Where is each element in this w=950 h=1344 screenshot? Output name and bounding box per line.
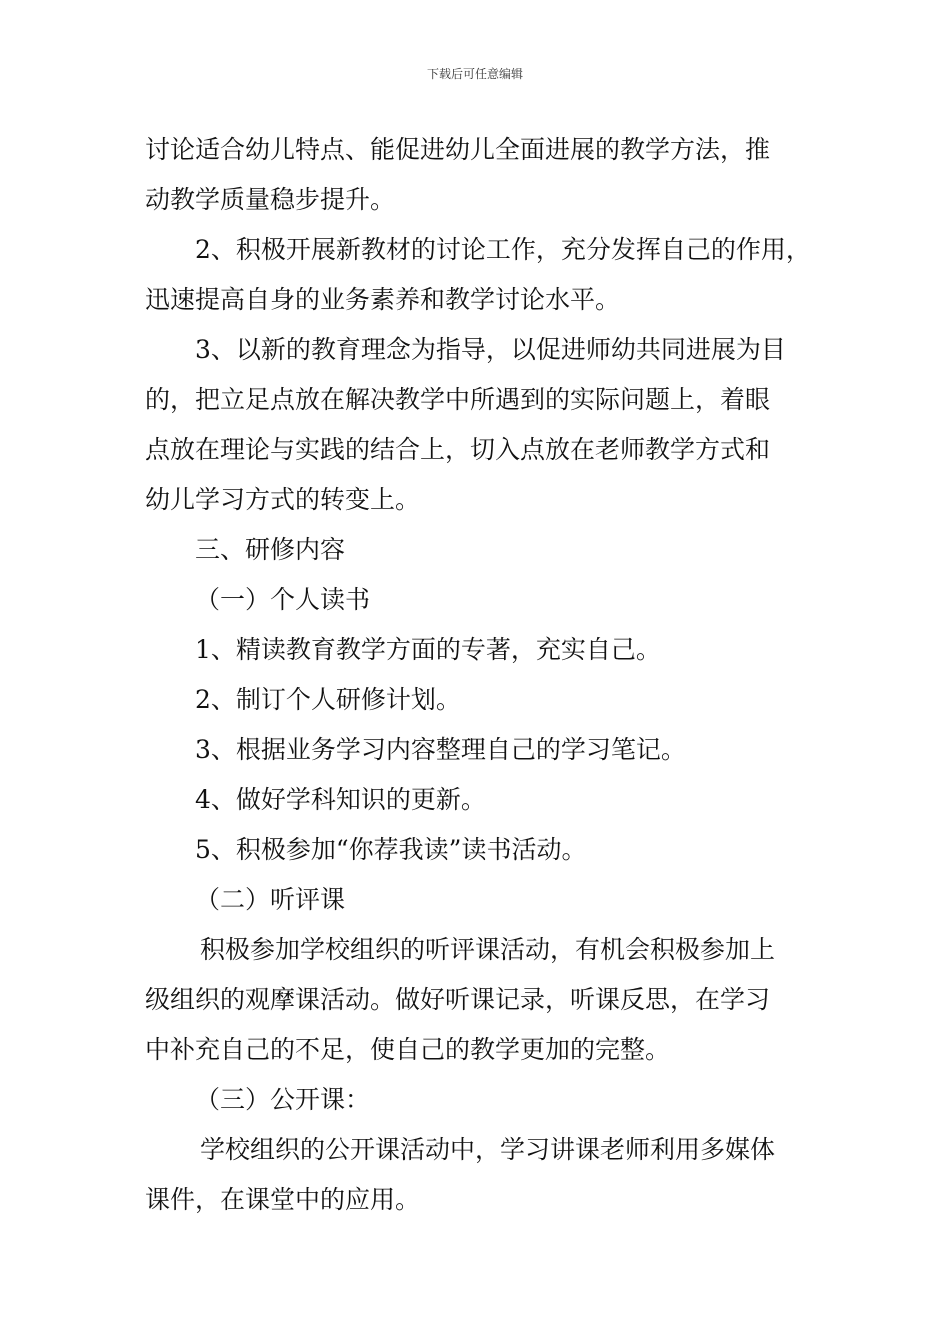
list-item: 1、精读教育教学方面的专著，充实自己。 <box>195 635 661 664</box>
body-line: 幼儿学习方式的转变上。 <box>145 485 421 514</box>
list-item: 4、做好学科知识的更新。 <box>195 785 486 814</box>
body-line: 级组织的观摩课活动。做好听课记录，听课反思，在学习 <box>145 985 771 1014</box>
page-header: 下载后可任意编辑 <box>426 67 523 81</box>
body-line: 2、积极开展新教材的讨论工作，充分发挥自己的作用， <box>195 235 811 264</box>
list-item: 5、积极参加“你荐我读”读书活动。 <box>195 835 587 864</box>
body-line: 的，把立足点放在解决教学中所遇到的实际问题上，着眼 <box>145 385 771 414</box>
body-line: 课件，在课堂中的应用。 <box>145 1185 421 1214</box>
body-line: 讨论适合幼儿特点、能促进幼儿全面进展的教学方法，推 <box>145 135 771 164</box>
body-line: 迅速提高自身的业务素养和教学讨论水平。 <box>145 285 621 314</box>
section-heading: 三、研修内容 <box>195 535 346 564</box>
subsection-heading: （一）个人读书 <box>195 585 371 614</box>
body-line: 中补充自己的不足，使自己的教学更加的完整。 <box>145 1035 671 1064</box>
body-line: 点放在理论与实践的结合上，切入点放在老师教学方式和 <box>145 435 771 464</box>
body-line: 积极参加学校组织的听评课活动，有机会积极参加上 <box>200 935 776 964</box>
body-line: 学校组织的公开课活动中，学习讲课老师利用多媒体 <box>200 1135 776 1164</box>
list-item: 3、根据业务学习内容整理自己的学习笔记。 <box>195 735 686 764</box>
subsection-heading: （三）公开课： <box>195 1085 371 1114</box>
subsection-heading: （二）听评课 <box>195 885 346 914</box>
list-item: 2、制订个人研修计划。 <box>195 685 461 714</box>
body-line: 3、以新的教育理念为指导，以促进师幼共同进展为目 <box>195 335 786 364</box>
body-line: 动教学质量稳步提升。 <box>145 185 396 214</box>
